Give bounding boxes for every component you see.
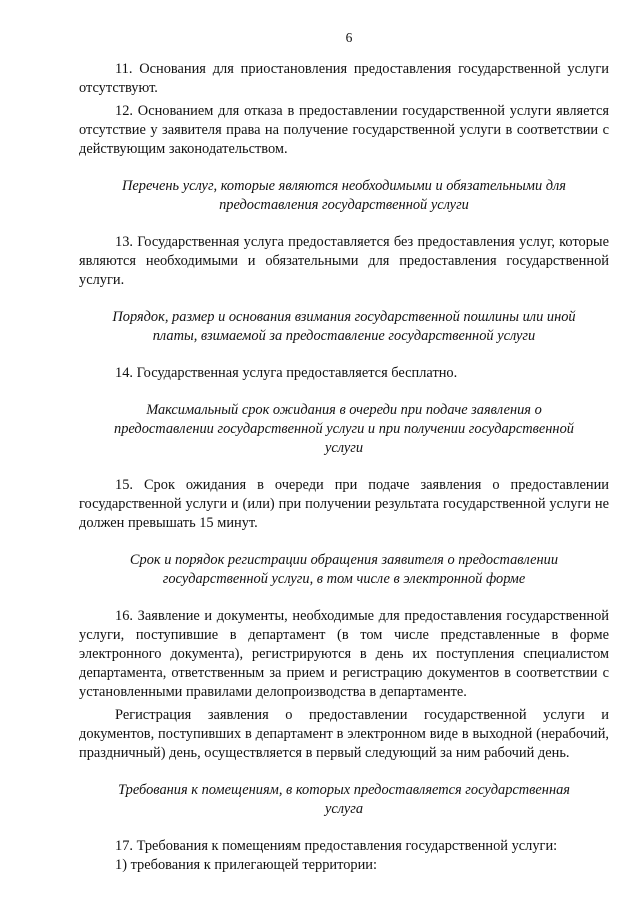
- page-number: 6: [345, 30, 353, 45]
- paragraph-14: 14. Государственная услуга предоставляется бесплатно.: [115, 365, 458, 381]
- section-heading-necessary-services: Перечень услуг, которые являются необходимыми и обязательными для предоставления государственной услуги: [121, 178, 566, 213]
- paragraph-11: 11. Основания для приостановления предоставления государственной услуги отсутствуют.: [79, 61, 609, 96]
- paragraph-16: 16. Заявление и документы, необходимые для предоставления государственной услуги, поступившие в департамент (в том числе представленные в форме электронного документа), регистрируются в день их поступления специалистом департамента, ответственным за прием и регистрацию документов в соответствии с установленными правилами делопроизводства в департаменте.: [79, 608, 609, 700]
- section-heading-state-fee: Порядок, размер и основания взимания государственной пошлины или иной платы, взимаемой за предоставление государственной услуги: [112, 309, 576, 344]
- paragraph-16-registration: Регистрация заявления о предоставлении государственной услуги и документов, поступивших в департамент в электронном виде в выходной (нерабочий, праздничный) день, осуществляется в первый следующий за ним рабочий день.: [79, 707, 609, 761]
- paragraph-15: 15. Срок ожидания в очереди при подаче заявления о предоставлении государственной услуги и (или) при получении результата государственной услуги не должен превышать 15 минут.: [79, 477, 609, 531]
- paragraph-12: 12. Основанием для отказа в предоставлении государственной услуги является отсутствие у заявителя права на получение государственной услуги в соответствии с действующим законодательством.: [79, 103, 609, 157]
- section-heading-queue-time: Максимальный срок ожидания в очереди при подаче заявления о предоставлении государственной услуги и при получении государственной услуги: [114, 402, 574, 456]
- document-page: [79, 30, 609, 875]
- section-heading-premises: Требования к помещениям, в которых предоставляется государственная услуга: [118, 782, 570, 817]
- paragraph-13: 13. Государственная услуга предоставляется без предоставления услуг, которые являются необходимыми и обязательными для предоставления государственной услуги.: [79, 234, 609, 288]
- paragraph-17: 17. Требования к помещениям предоставления государственной услуги:: [115, 838, 558, 854]
- paragraph-17-item-1: 1) требования к прилегающей территории:: [115, 857, 377, 873]
- section-heading-registration: Срок и порядок регистрации обращения заявителя о предоставлении государственной услуги, в том числе в электронной форме: [129, 552, 559, 587]
